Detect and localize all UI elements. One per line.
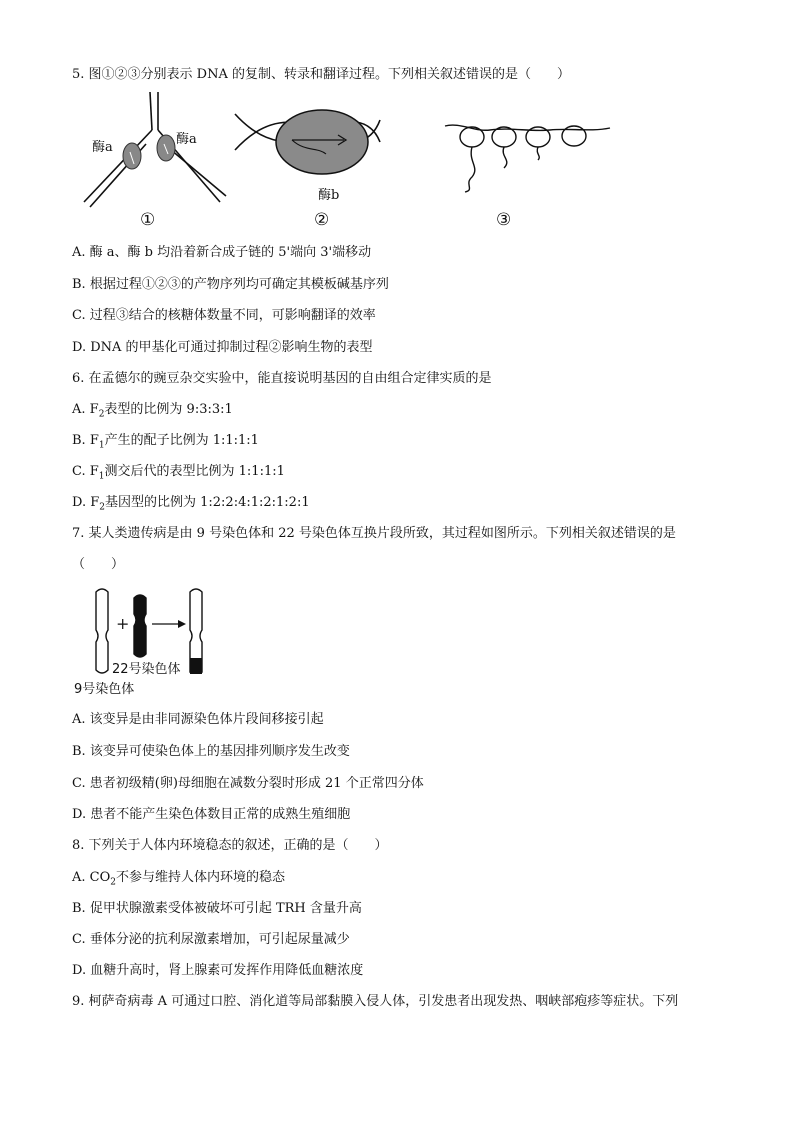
plus-sign: +: [116, 614, 130, 633]
q8-option-d: D. 血糖升高时，肾上腺素可发挥作用降低血糖浓度: [72, 963, 364, 978]
q5-option-b: B. 根据过程①②③的产物序列均可确定其模板碱基序列: [72, 277, 389, 292]
figure-2-number: ②: [314, 210, 330, 230]
q5-option-d: D. DNA 的甲基化可通过抑制过程②影响生物的表型: [72, 340, 373, 355]
q7-option-c: C. 患者初级精(卵)母细胞在减数分裂时形成 21 个正常四分体: [72, 776, 424, 791]
q5-figure: [80, 92, 640, 234]
option-text: 不参与维持人体内环境的稳态: [116, 870, 286, 885]
subscript: 2: [110, 877, 116, 888]
q8-option-c: C. 垂体分泌的抗利尿激素增加，可引起尿量减少: [72, 932, 350, 947]
question-9-stem: 9. 柯萨奇病毒 A 可通过口腔、消化道等局部黏膜入侵人体，引发患者出现发热、咽峡部疱疹等症状。下列: [72, 994, 679, 1009]
q8-option-a: [72, 869, 285, 892]
option-prefix: A. F: [72, 402, 99, 417]
q6-option-a: [72, 401, 233, 424]
q6-option-d: [72, 494, 310, 517]
figure-3-number: ③: [496, 210, 512, 230]
chromosome-22: [134, 595, 146, 657]
subscript: 2: [98, 409, 105, 420]
question-7-stem: 7. 某人类遗传病是由 9 号染色体和 22 号染色体互换片段所致，其过程如图所示。下列相关叙述错误的是: [72, 526, 676, 541]
q6-option-c: [72, 463, 285, 486]
enzyme-a-right-label: 酶a: [176, 132, 197, 147]
q7-option-a: A. 该变异是由非同源染色体片段间移接引起: [72, 712, 324, 727]
enzyme-a-left-label: 酶a: [92, 140, 113, 155]
option-prefix: C. F: [72, 464, 99, 479]
chr22-label: 22号染色体: [112, 662, 181, 677]
transcription-bubble: [235, 110, 380, 174]
option-prefix: D. F: [72, 495, 100, 510]
polysome: [445, 125, 610, 192]
question-7-stem-cont: （ ）: [72, 557, 125, 572]
option-text: 基因型的比例为 1:2:2:4:1:2:1:2:1: [104, 495, 310, 510]
option-prefix: B. F: [72, 433, 99, 448]
question-6-stem: 6. 在孟德尔的豌豆杂交实验中，能直接说明基因的自由组合定律实质的是: [72, 371, 492, 386]
subscript: 1: [98, 471, 105, 482]
question-5-stem: 5. 图①②③分别表示 DNA 的复制、转录和翻译过程。下列相关叙述错误的是（ ）: [72, 67, 570, 82]
chromosome-9: [96, 589, 108, 673]
figure-1-number: ①: [140, 210, 156, 230]
q7-option-b: B. 该变异可使染色体上的基因排列顺序发生改变: [72, 744, 350, 759]
option-prefix: A. CO: [72, 870, 111, 885]
q8-option-b: B. 促甲状腺激素受体被破坏可引起 TRH 含量升高: [72, 901, 362, 916]
option-text: 测交后代的表型比例为 1:1:1:1: [104, 464, 285, 479]
option-text: 产生的配子比例为 1:1:1:1: [104, 433, 259, 448]
arrow-head: [178, 620, 186, 628]
q7-figure: [72, 584, 222, 700]
subscript: 1: [98, 440, 105, 451]
question-8-stem: 8. 下列关于人体内环境稳态的叙述，正确的是（ ）: [72, 838, 388, 853]
subscript: 2: [99, 502, 105, 513]
chr9-label: 9号染色体: [74, 682, 135, 697]
q5-option-a: A. 酶 a、酶 b 均沿着新合成子链的 5'端向 3'端移动: [72, 245, 372, 260]
q5-option-c: C. 过程③结合的核糖体数量不同，可影响翻译的效率: [72, 308, 376, 323]
q7-option-d: D. 患者不能产生染色体数目正常的成熟生殖细胞: [72, 807, 351, 822]
q6-option-b: [72, 432, 259, 455]
translocated-segment: [190, 658, 202, 674]
dna-process-diagram: [80, 92, 640, 234]
enzyme-b-label: 酶b: [318, 188, 340, 203]
option-text: 表型的比例为 9:3:3:1: [104, 402, 233, 417]
